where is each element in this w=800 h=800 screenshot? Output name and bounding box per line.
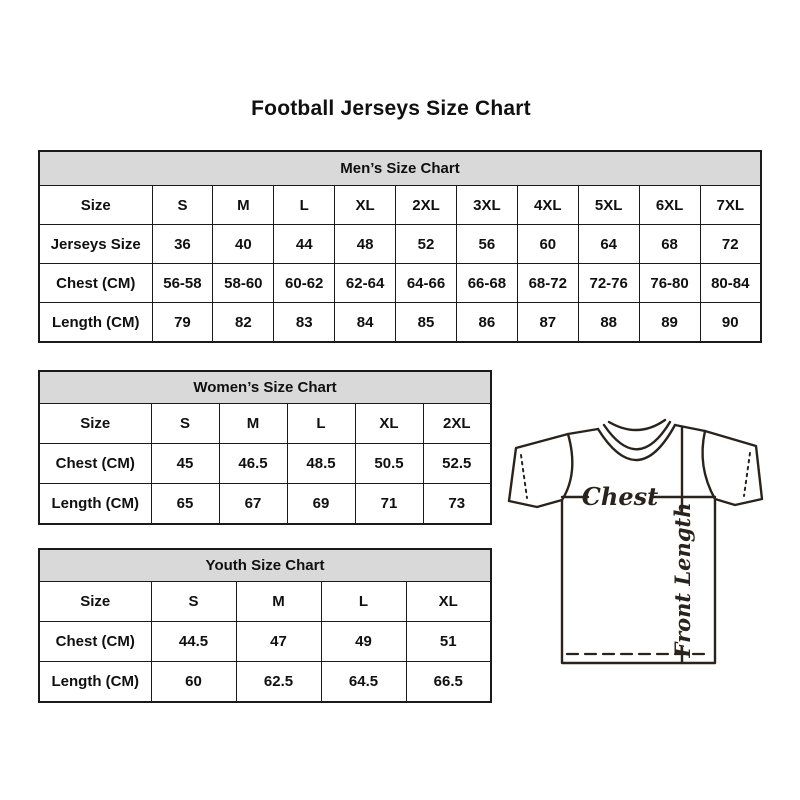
front-length-label: Front Length <box>670 502 695 658</box>
value-cell: 62-64 <box>335 264 396 303</box>
row-label-cell: Chest (CM) <box>39 444 151 484</box>
value-cell: XL <box>406 582 491 622</box>
chest-label: Chest <box>581 482 659 511</box>
table-row <box>39 662 491 703</box>
value-cell: 85 <box>396 303 457 343</box>
row-label-cell: Size <box>39 404 151 444</box>
value-cell: 56-58 <box>152 264 213 303</box>
mens-size-table <box>38 150 762 343</box>
value-cell: 58-60 <box>213 264 274 303</box>
table-row <box>39 303 761 343</box>
table-row <box>39 186 761 225</box>
value-cell: 5XL <box>578 186 639 225</box>
womens-size-table <box>38 370 492 525</box>
value-cell: 66.5 <box>406 662 491 703</box>
value-cell: M <box>213 186 274 225</box>
value-cell: 44.5 <box>151 622 236 662</box>
value-cell: 64 <box>578 225 639 264</box>
value-cell: 60 <box>151 662 236 703</box>
value-cell: 52.5 <box>423 444 491 484</box>
table-row <box>39 225 761 264</box>
table-row <box>39 444 491 484</box>
value-cell: 87 <box>517 303 578 343</box>
youth-size-table <box>38 548 492 703</box>
value-cell: 60-62 <box>274 264 335 303</box>
value-cell: 67 <box>219 484 287 525</box>
womens-header-row <box>39 371 491 404</box>
value-cell: 90 <box>700 303 761 343</box>
value-cell: 76-80 <box>639 264 700 303</box>
value-cell: 6XL <box>639 186 700 225</box>
value-cell: L <box>287 404 355 444</box>
row-label-cell: Chest (CM) <box>39 622 151 662</box>
value-cell: 2XL <box>423 404 491 444</box>
table-row <box>39 264 761 303</box>
row-label-cell: Size <box>39 186 152 225</box>
value-cell: 51 <box>406 622 491 662</box>
value-cell: 49 <box>321 622 406 662</box>
value-cell: 47 <box>236 622 321 662</box>
table-row <box>39 484 491 525</box>
value-cell: 69 <box>287 484 355 525</box>
row-label-cell: Chest (CM) <box>39 264 152 303</box>
value-cell: 80-84 <box>700 264 761 303</box>
value-cell: 82 <box>213 303 274 343</box>
table-row <box>39 622 491 662</box>
value-cell: 36 <box>152 225 213 264</box>
value-cell: 46.5 <box>219 444 287 484</box>
value-cell: 65 <box>151 484 219 525</box>
row-label-cell: Length (CM) <box>39 303 152 343</box>
row-label-cell: Length (CM) <box>39 662 151 703</box>
row-label-cell: Jerseys Size <box>39 225 152 264</box>
value-cell: 44 <box>274 225 335 264</box>
table-row <box>39 404 491 444</box>
value-cell: 72 <box>700 225 761 264</box>
value-cell: 62.5 <box>236 662 321 703</box>
value-cell: 48.5 <box>287 444 355 484</box>
value-cell: 72-76 <box>578 264 639 303</box>
value-cell: S <box>151 404 219 444</box>
value-cell: 50.5 <box>355 444 423 484</box>
value-cell: 56 <box>456 225 517 264</box>
value-cell: 66-68 <box>456 264 517 303</box>
value-cell: 88 <box>578 303 639 343</box>
jersey-outline-icon <box>504 411 766 669</box>
value-cell: 7XL <box>700 186 761 225</box>
page-title: Football Jerseys Size Chart <box>251 97 531 120</box>
value-cell: 71 <box>355 484 423 525</box>
value-cell: 60 <box>517 225 578 264</box>
value-cell: 86 <box>456 303 517 343</box>
value-cell: 79 <box>152 303 213 343</box>
value-cell: M <box>236 582 321 622</box>
value-cell: 73 <box>423 484 491 525</box>
womens-chart-title: Women’s Size Chart <box>39 371 491 404</box>
row-label-cell: Size <box>39 582 151 622</box>
value-cell: XL <box>355 404 423 444</box>
value-cell: L <box>274 186 335 225</box>
youth-chart-title: Youth Size Chart <box>39 549 491 582</box>
value-cell: 48 <box>335 225 396 264</box>
value-cell: 84 <box>335 303 396 343</box>
value-cell: 64.5 <box>321 662 406 703</box>
value-cell: 40 <box>213 225 274 264</box>
jersey-measurement-diagram <box>504 411 766 669</box>
value-cell: L <box>321 582 406 622</box>
youth-header-row <box>39 549 491 582</box>
value-cell: 2XL <box>396 186 457 225</box>
value-cell: 68 <box>639 225 700 264</box>
value-cell: S <box>152 186 213 225</box>
value-cell: 68-72 <box>517 264 578 303</box>
value-cell: 4XL <box>517 186 578 225</box>
row-label-cell: Length (CM) <box>39 484 151 525</box>
table-row <box>39 582 491 622</box>
value-cell: 52 <box>396 225 457 264</box>
mens-chart-title: Men’s Size Chart <box>39 151 761 186</box>
value-cell: 89 <box>639 303 700 343</box>
value-cell: M <box>219 404 287 444</box>
mens-header-row <box>39 151 761 186</box>
value-cell: 83 <box>274 303 335 343</box>
value-cell: 45 <box>151 444 219 484</box>
value-cell: XL <box>335 186 396 225</box>
value-cell: 3XL <box>456 186 517 225</box>
value-cell: 64-66 <box>396 264 457 303</box>
value-cell: S <box>151 582 236 622</box>
